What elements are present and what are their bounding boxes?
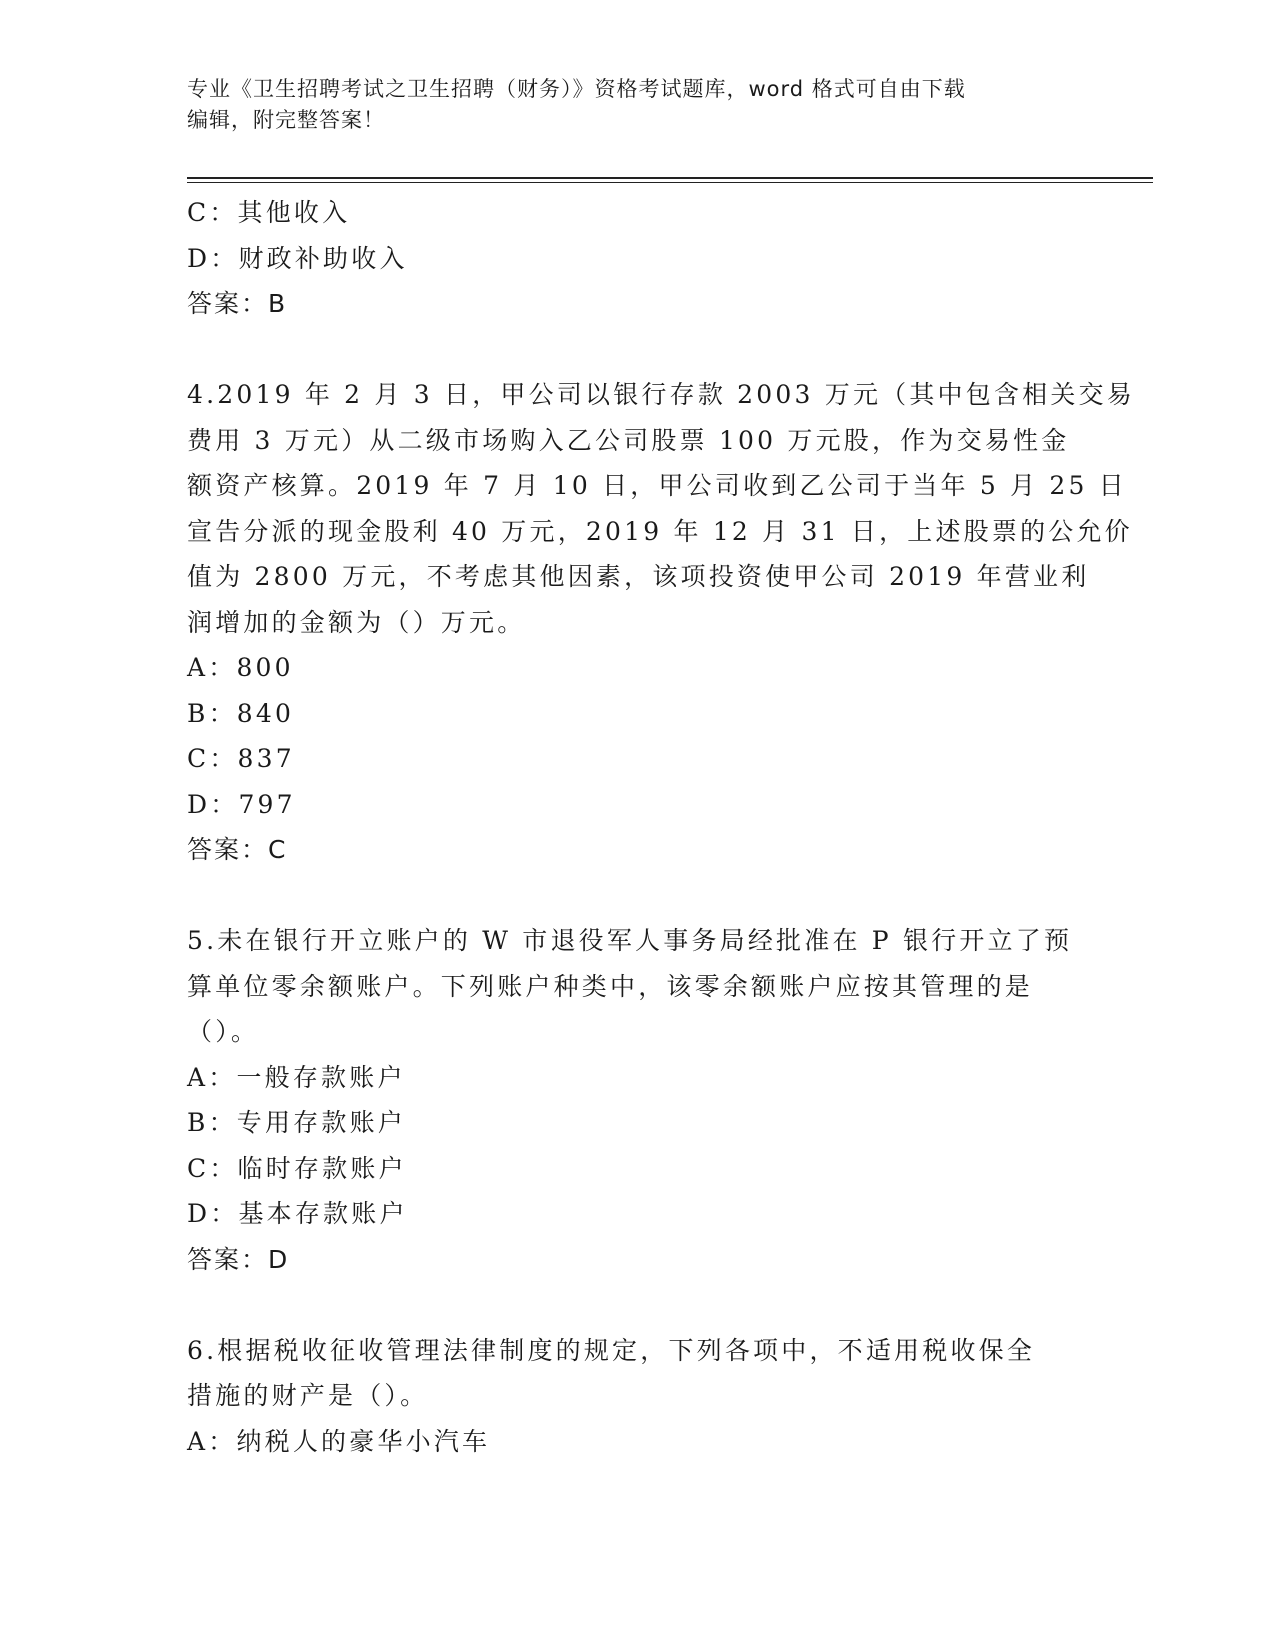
header-line-2: 编辑，附完整答案！ bbox=[187, 108, 385, 132]
q5-answer: 答案：D bbox=[187, 1244, 290, 1274]
q5-option-c: C：临时存款账户 bbox=[187, 1153, 407, 1183]
question-4 bbox=[187, 372, 1135, 873]
q6-option-a: A：纳税人的豪华小汽车 bbox=[187, 1426, 491, 1456]
q6-stem-line: 措施的财产是（）。 bbox=[187, 1381, 429, 1410]
q4-stem-line: 宣告分派的现金股利 40 万元，2019 年 12 月 31 日，上述股票的公允价 bbox=[187, 516, 1133, 546]
spacer bbox=[187, 1282, 1087, 1328]
q4-answer: 答案：C bbox=[187, 835, 288, 864]
q4-stem-line: 费用 3 万元）从二级市场购入乙公司股票 100 万元股，作为交易性金 bbox=[187, 425, 1070, 455]
q6-stem-line: 6.根据税收征收管理法律制度的规定，下列各项中，不适用税收保全 bbox=[187, 1335, 1036, 1365]
spacer bbox=[187, 873, 1087, 919]
q5-stem-line: 算单位零余额账户。下列账户种类中，该零余额账户应按其管理的是 bbox=[187, 971, 1034, 1001]
q4-option-d: D：797 bbox=[187, 789, 296, 819]
q5-option-d: D：基本存款账户 bbox=[187, 1199, 408, 1228]
q3-option-c: C：其他收入 bbox=[187, 198, 351, 227]
document-header bbox=[187, 74, 1087, 136]
question-5 bbox=[187, 918, 1087, 1282]
header-line-1: 专业《卫生招聘考试之卫生招聘（财务）》资格考试题库，word 格式可自由下载 bbox=[187, 77, 966, 101]
q4-option-c: C：837 bbox=[187, 744, 295, 773]
spacer bbox=[187, 327, 1087, 373]
q3-answer: 答案：B bbox=[187, 289, 288, 318]
header-divider-thin bbox=[187, 182, 1153, 183]
question-content bbox=[187, 190, 1135, 1464]
q4-stem-line: 润增加的金额为（）万元。 bbox=[187, 607, 526, 637]
q4-option-b: B：840 bbox=[187, 698, 295, 728]
q5-option-a: A：一般存款账户 bbox=[187, 1062, 406, 1092]
q5-stem-line: 5.未在银行开立账户的 W 市退役军人事务局经批准在 P 银行开立了预 bbox=[187, 926, 1073, 955]
header-divider-thick bbox=[187, 177, 1153, 179]
q4-stem-line: 4.2019 年 2 月 3 日，甲公司以银行存款 2003 万元（其中包含相关交易 bbox=[187, 380, 1135, 409]
q4-option-a: A：800 bbox=[187, 653, 294, 682]
q4-stem-line: 额资产核算。2019 年 7 月 10 日，甲公司收到乙公司于当年 5 月 25 日 bbox=[187, 471, 1127, 500]
q3-option-d: D：财政补助收入 bbox=[187, 243, 408, 273]
q4-stem-line: 值为 2800 万元，不考虑其他因素，该项投资使甲公司 2019 年营业利 bbox=[187, 562, 1090, 591]
question-3 bbox=[187, 190, 1087, 327]
question-6 bbox=[187, 1328, 1087, 1465]
q5-option-b: B：专用存款账户 bbox=[187, 1108, 406, 1137]
q5-stem-line: （）。 bbox=[187, 1017, 260, 1046]
